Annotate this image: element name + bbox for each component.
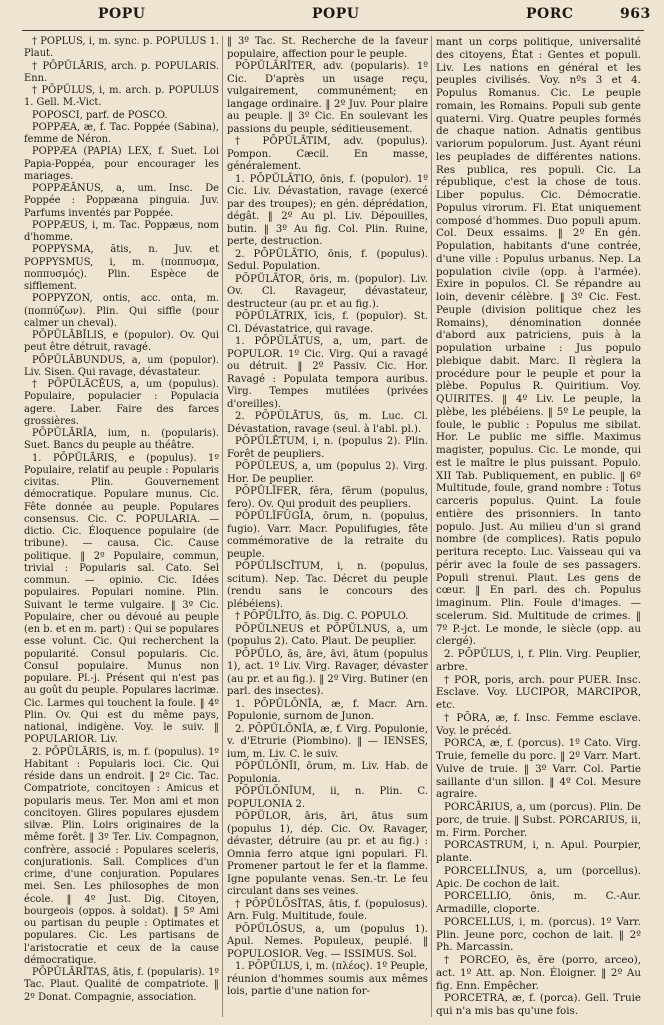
dictionary-entry: POPPÆA (PAPIA) LEX, f. Suet. Loi Papia-Poppéa, pour encourager les mariages.: [24, 146, 219, 182]
dictionary-entry: † PŌPŬLUS, i, m. arch. p. POPULUS 1. Gell. M.-Vict.: [24, 85, 219, 109]
dictionary-entry: PŌPŬLŌNĬI, ōrum, m. Liv. Hab. de Populonia.: [227, 761, 428, 785]
dictionary-entry: 2. PŌPŬLĀTIO, ōnis, f. (populus). Sedul. Population.: [227, 248, 428, 272]
dictionary-entry: PŌPŬLNEUS et PŌPŬLNUS, a, um (populus 2). Cato. Plaut. De peuplier.: [227, 623, 428, 647]
dictionary-entry: 1. PŌPŬLĀRIS, e (populus). 1º Populaire, relatif au peuple : Popularis civitas. Plin. Gouvernement démocratique. Populare munus. Cic. Fête donnée au peuple. Populares consensus. Cic. C. POPULARIA. — dictio. Cic. Éloquence populaire (de tribune). — causa. Cic. Cause politique. ‖ 2º Populaire, commun, trivial : Popularis sal. Cato. Sel commun. — opinio. Cic. Idées populaires. Populari nomine. Plin. Suivant le terme vulgaire. ‖ 3º Cic. Populaire, cher ou dévoué au peuple (en b. et en m. part) : Qui se populares esse volunt. Cic. Qui recherchent la popularité. Consul popularis. Cic. Consul populaire. Munus non populare. Pl.-j. Présent qui n'est pas au goût du peuple. Populares lacrimæ. Cic. Larmes qui touchent la foule. ‖ 4º Plin. Ov. Qui est du même pays, national, indigène. Voy. le suiv. ‖ POPULARIOR. Liv.: [24, 452, 219, 746]
dictionary-entry: PŌPŬLĬFŪGĬA, ōrum, n. (populus, fugio). Varr. Macr. Populifugies, fête commémorative de la retraite du peuple.: [227, 511, 428, 560]
running-head-left: POPU: [98, 6, 146, 22]
dictionary-entry: PŌPŬLĀTRIX, īcis, f. (populor). St. Cl. Dévastatrice, qui ravage.: [227, 311, 428, 335]
column-1: [24, 36, 219, 1019]
dictionary-entry: PORCELLĪNUS, a, um (porcellus). Apic. De cochon de lait.: [436, 864, 641, 890]
column-2: [227, 36, 428, 1019]
dictionary-entry: ‖ 3º Tac. St. Recherche de la faveur populaire, affection pour le peuple.: [227, 36, 428, 60]
dictionary-entry: PŌPŬLĀRĬTER, adv. (popularis). 1º Cic. D'après un usage reçu, vulgairement, communément; en langage ordinaire. ‖ 2º Juv. Pour plaire au peuple. ‖ 3º Cic. En soulevant les passions du peuple, séditieusement.: [227, 61, 428, 135]
dictionary-entry: PORCELLUS, i, m. (porcus). 1º Varr. Plin. Jeune porc, cochon de lait. ‖ 2º Ph. Marcassin.: [436, 915, 641, 954]
dictionary-entry: PŌPŬLĬFER, fĕra, fĕrum (populus, fero). Ov. Qui produit des peupliers.: [227, 486, 428, 510]
dictionary-entry: PŌPŬLO, ās, āre, āvi, ātum (populus 1), act. 1º Liv. Virg. Ravager, dévaster (au pr. et au fig.). ‖ 2º Virg. Butiner (en parl. des insectes).: [227, 648, 428, 697]
dictionary-entry: PŌPŬLĀBĬLIS, e (populor). Ov. Qui peut être détruit, ravagé.: [24, 330, 219, 354]
dictionary-entry: PŌPŬLĒTUM, i, n. (populus 2). Plin. Forêt de peupliers.: [227, 436, 428, 460]
dictionary-entry: POPPÆĀNUS, a, um. Insc. De Poppée : Poppæana pinguia. Juv. Parfums inventés par Poppée.: [24, 183, 219, 219]
dictionary-entry: 1. PŌPŬLŌNĬA, æ, f. Macr. Arn. Populonie, surnom de Junon.: [227, 698, 428, 722]
dictionary-entry: † PŌRA, æ, f. Insc. Femme esclave. Voy. le précéd.: [436, 711, 641, 737]
dictionary-entry: PŌPŬLŌNĬUM, ii, n. Plin. C. POPULONIA 2.: [227, 786, 428, 810]
dictionary-entry: 2. PŌPŬLUS, i, f. Plin. Virg. Peuplier, arbre.: [436, 648, 641, 673]
dictionary-entry: PŌPŬLĀRĬTAS, ātis, f. (popularis). 1º Tac. Plaut. Qualité de compatriote. ‖ 2º Donat. Compagnie, association.: [24, 967, 219, 1003]
dictionary-entry: 2. PŌPŬLĀTUS, ūs, m. Luc. Cl. Dévastation, ravage (seul. à l'abl. pl.).: [227, 411, 428, 435]
column-divider-1: [222, 36, 223, 1017]
dictionary-entry: PORCASTRUM, i, n. Apul. Pourpier, plante.: [436, 839, 641, 864]
dictionary-entry: † PŌPŬLĬTO, ās. Dig. C. POPULO.: [235, 611, 409, 622]
dictionary-entry: † PŌPŬLĀRIS, arch. p. POPULARIS. Enn.: [24, 60, 219, 84]
dictionary-entry: 2. PŌPŬLŌNĬA, æ, f. Virg. Populonie, v. d'Etrurie (Piombino). ‖ — IENSES, ium, m. Liv. C. le suiv.: [227, 723, 428, 760]
dictionary-entry: PŌPŬLEUS, a, um (populus 2). Virg. Hor. De peuplier.: [227, 461, 428, 485]
dictionary-entry: † PŌPŬLĀTIM, adv. (populus). Pompon. Cæcil. En masse, généralement.: [227, 136, 428, 172]
dictionary-entry: POPOSCI, parf. de POSCO.: [32, 109, 168, 121]
dictionary-entry: † POR, poris, arch. pour PUER. Insc. Esclave. Voy. LUCIPOR, MARCIPOR, etc.: [436, 673, 641, 711]
dictionary-entry: PORCELLIO, ōnis, m. C.-Aur. Armadille, cloporte.: [436, 890, 641, 915]
dictionary-entry: PŌPŬLĀTOR, ōris, m. (populor). Liv. Ov. Cl. Ravageur, dévastateur, destructeur (au pr. et au fig.).: [227, 273, 428, 310]
dictionary-entry: POPPYZON, ontis, acc. onta, m. (ποππύζων). Plin. Qui siffle (pour calmer un cheval).: [24, 293, 219, 329]
dictionary-entry: PŌPŬLĀBUNDUS, a, um (populor). Liv. Sisen. Qui ravage, dévastateur.: [24, 354, 219, 378]
running-head-center: POPU: [312, 6, 360, 22]
column-3: [436, 36, 641, 1019]
dictionary-entry: † PORCEO, ēs, ēre (porro, arceo), act. 1º Att. ap. Non. Éloigner. ‖ 2º Au fig. Enn. Empêcher.: [436, 954, 641, 992]
dictionary-entry: 1. PŌPŬLĀTIO, ōnis, f. (populor). 1º Cic. Liv. Dévastation, ravage (exercé par des troupes); en gén. déprédation, dégât. ‖ 2º Au pl. Liv. Dépouilles, butin. ‖ 3º Au fig. Col. Plin. Ruine, perte, destruction.: [227, 173, 428, 247]
page-number: 963: [620, 6, 651, 22]
dictionary-entry: PŌPŬLŌSUS, a, um (populus 1). Apul. Nemes. Populeux, peuplé. ‖ POPULOSIOR. Veg. — ISSIMUS. Sol.: [227, 923, 428, 960]
dictionary-entry: POPPYSMA, ătis, n. Juv. et POPPYSMUS, i, m. (ποππυσμα, ποππυσμός). Plin. Espèce de sifflement.: [24, 244, 219, 292]
column-divider-2: [431, 36, 432, 1017]
running-head-right: PORC: [526, 6, 574, 22]
header-rule: [22, 30, 644, 31]
dictionary-entry: † PŌPŬLĀCĔUS, a, um (populus). Populaire, populacier : Populacia agere. Laber. Faire des farces grossières.: [24, 379, 219, 427]
dictionary-entry: mant un corps politique, universalité des citoyens, État : Gentes et populi. Liv. Les nations en général et les peuples civilisés. Voy. nºs 3 et 4. Populus Romanus. Cic. Le peuple romain, les Romains. Populi sub gente quaterni. Virg. Quatre peuples formés de chaque nation. Adnatis gentibus variorum populorum. Just. Ayant réuni les peuplades de différentes nations. Res publica, res populi. Cic. La république, c'est la chose de tous. Liber populus. Cic. Démocratie. Populus virorum. Fl. Etat uniquement composé d'hommes. Duo populi apum. Col. Deux essaims. ‖ 2º En gén. Population, habitants d'une contrée, d'une ville : Populus urbanus. Nep. La population civile (opp. à l'armée). Exire in populos. Cl. Se répandre au loin, devenir célèbre. ‖ 3º Cic. Fest. Peuple (division politique chez les Romains), dénomination donnée d'abord aux patriciens, puis à la population urbaine : Jus populo plebique dabit. Marc. Il règlera la procédure pour le peuple et pour la plèbe. Populus R. Quiritium. Voy. QUIRITES. ‖ 4º Liv. Le peuple, la plèbe, les plébéiens. ‖ 5º Le peuple, la foule, le public : Populus me sibilat. Hor. Le public me siffle. Maximus magister, populus. Cic. Le monde, qui est le maître le plus puissant. Populo. XII Tab. Publiquement, en public. ‖ 6º Multitude, foule, grand nombre : Totus carceris populus. Quint. La foule entière des prisonniers. In tanto populo. Just. Au milieu d'un si grand nombre (de complices). Ratis populo peritura recepto. Luc. Vaisseau qui va périr avec la foule de ses passagers. Populi strenui. Plaut. Les gens de cœur. ‖ En parl. des ch. Populus imaginum. Plin. Foule d'images. — scelerum. Sid. Multitude de crimes. ‖ 7º P.-jct. Le monde, le siècle (opp. au clergé).: [436, 36, 641, 648]
dictionary-entry: PORCĀRIUS, a, um (porcus). Plin. De porc, de truie. ‖ Subst. PORCARIUS, ii, m. Firm. Porcher.: [436, 801, 641, 839]
dictionary-entry: PORCA, æ, f. (porcus). 1º Cato. Virg. Truie, femelle du porc. ‖ 2º Varr. Mart. Vulve de truie. ‖ 3º Varr. Col. Partie saillante d'un sillon. ‖ 4º Col. Mesure agraire.: [436, 737, 641, 801]
dictionary-entry: POPPÆUS, i, m. Tac. Poppæus, nom d'homme.: [24, 219, 219, 243]
dictionary-entry: † PŌPŬLŌSĬTAS, ātis, f. (populosus). Arn. Fulg. Multitude, foule.: [227, 898, 428, 922]
dictionary-entry: 1. PŌPŬLĀTUS, a, um, part. de POPULOR. 1º Cic. Virg. Qui a ravagé ou détruit. ‖ 2º Passiv. Cic. Hor. Ravagé : Populata tempora auribus. Virg. Tempes mutilées (privées d'oreilles).: [227, 336, 428, 410]
dictionary-entry: 1. PŌPŬLUS, i, m. (πλέος). 1º Peuple, réunion d'hommes soumis aux mêmes lois, partie d'une nation for-: [227, 961, 428, 997]
dictionary-entry: PŌPŬLĬSCĪTUM, i, n. (populus, scitum). Nep. Tac. Décret du peuple (rendu sans le concours des plébéiens).: [227, 561, 428, 610]
dictionary-entry: PŌPŬLĀRĬA, ium, n. (popularis). Suet. Bancs du peuple au théâtre.: [24, 428, 219, 452]
dictionary-entry: PŌPŬLOR, āris, āri, ātus sum (populus 1), dép. Cic. Ov. Ravager, dévaster, détruire (au pr. et au fig.) : Omnia ferro atque igni populari. Fl. Promener partout le fer et la flamme. Igne populante venas. Sen.-tr. Le feu circulant dans ses veines.: [227, 811, 428, 897]
dictionary-entry: POPPÆA, æ, f. Tac. Poppée (Sabina), femme de Néron.: [24, 121, 219, 145]
dictionary-entry: 2. PŌPŬLĀRIS, is, m. f. (populus). 1º Habitant : Popularis loci. Cic. Qui réside dans un endroit. ‖ 2º Cic. Tac. Compatriote, concitoyen : Amicus et popularis meus. Ter. Mon ami et mon concitoyen. Glires populares ejusdem silvæ. Plin. Loirs originaires de la même forêt. ‖ 3º Ter. Liv. Compagnon, confrère, associé : Populares sceleris, conjurationis. Sall. Complices d'un crime, d'une conjuration. Populares mei. Sen. Les philosophes de mon école. ‖ 4º Just. Dig. Citoyen, bourgeois (oppos. à soldat). ‖ 5º Ami ou partisan du peuple : Optimates et populares. Cic. Les partisans de l'aristocratie et ceux de la cause démocratique.: [24, 746, 219, 966]
dictionary-entry: PORCETRA, æ, f. (porca). Gell. Truie qui n'a mis bas qu'une fois.: [436, 992, 641, 1017]
dictionary-entry: † POPLUS, i, m. sync. p. POPULUS 1. Plaut.: [24, 36, 219, 60]
